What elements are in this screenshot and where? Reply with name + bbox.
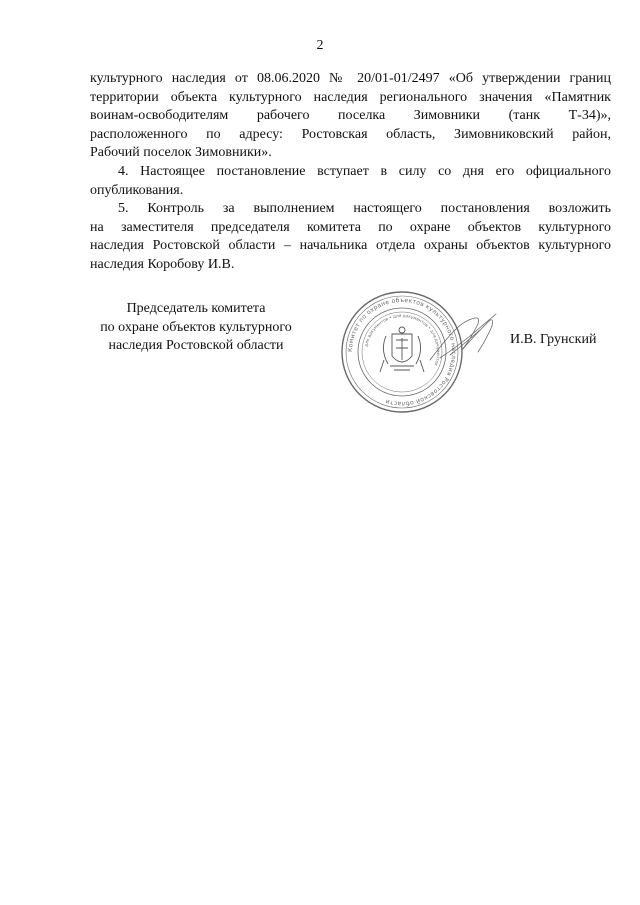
svg-text:для документов • для документо: для документов • для документов • для документов [363, 312, 442, 367]
paragraph-5 [90, 200, 611, 274]
text-line: культурного наследия от 08.06.2020 № 20/01-01/2497 «Об утверждении границ [90, 71, 611, 86]
signatory-title-line: наследия Ростовской области [108, 338, 284, 354]
handwritten-signature [420, 300, 500, 380]
text-line: воинам-освободителям рабочего поселка Зимовники (танк Т-34)», [90, 108, 611, 124]
text-line: наследия Коробову И.В. [90, 256, 235, 272]
text-line: опубликования. [90, 182, 184, 198]
signatory-title-line: Председатель комитета [126, 301, 266, 316]
text-line: 4. Настоящее постановление вступает в силу со дня его официального [118, 163, 611, 179]
signatory-title [80, 300, 312, 356]
paragraph-continuation [90, 70, 611, 163]
paragraph-4 [90, 163, 611, 200]
text-line: расположенного по адресу: Ростовская область, Зимовниковский район, [90, 126, 611, 142]
text-line: территории объекта культурного наследия регионального значения «Памятник [90, 89, 611, 105]
signatory-name: И.В. Грунский [510, 332, 597, 347]
page-number: 2 [316, 38, 324, 53]
text-line: 5. Контроль за выполнением настоящего постановления возложить [118, 201, 611, 217]
signatory-title-line: по охране объектов культурного [100, 319, 292, 335]
text-line: Рабочий поселок Зимовники». [90, 145, 272, 161]
svg-text:Комитет по охране объектов кул: Комитет по охране объектов культурного наследия Ростовской области [346, 296, 458, 408]
document-body [90, 70, 611, 275]
text-line: на заместителя председателя комитета по охране объектов культурного [90, 219, 611, 235]
text-line: наследия Ростовской области – начальника отдела охраны объектов культурного [90, 238, 611, 254]
